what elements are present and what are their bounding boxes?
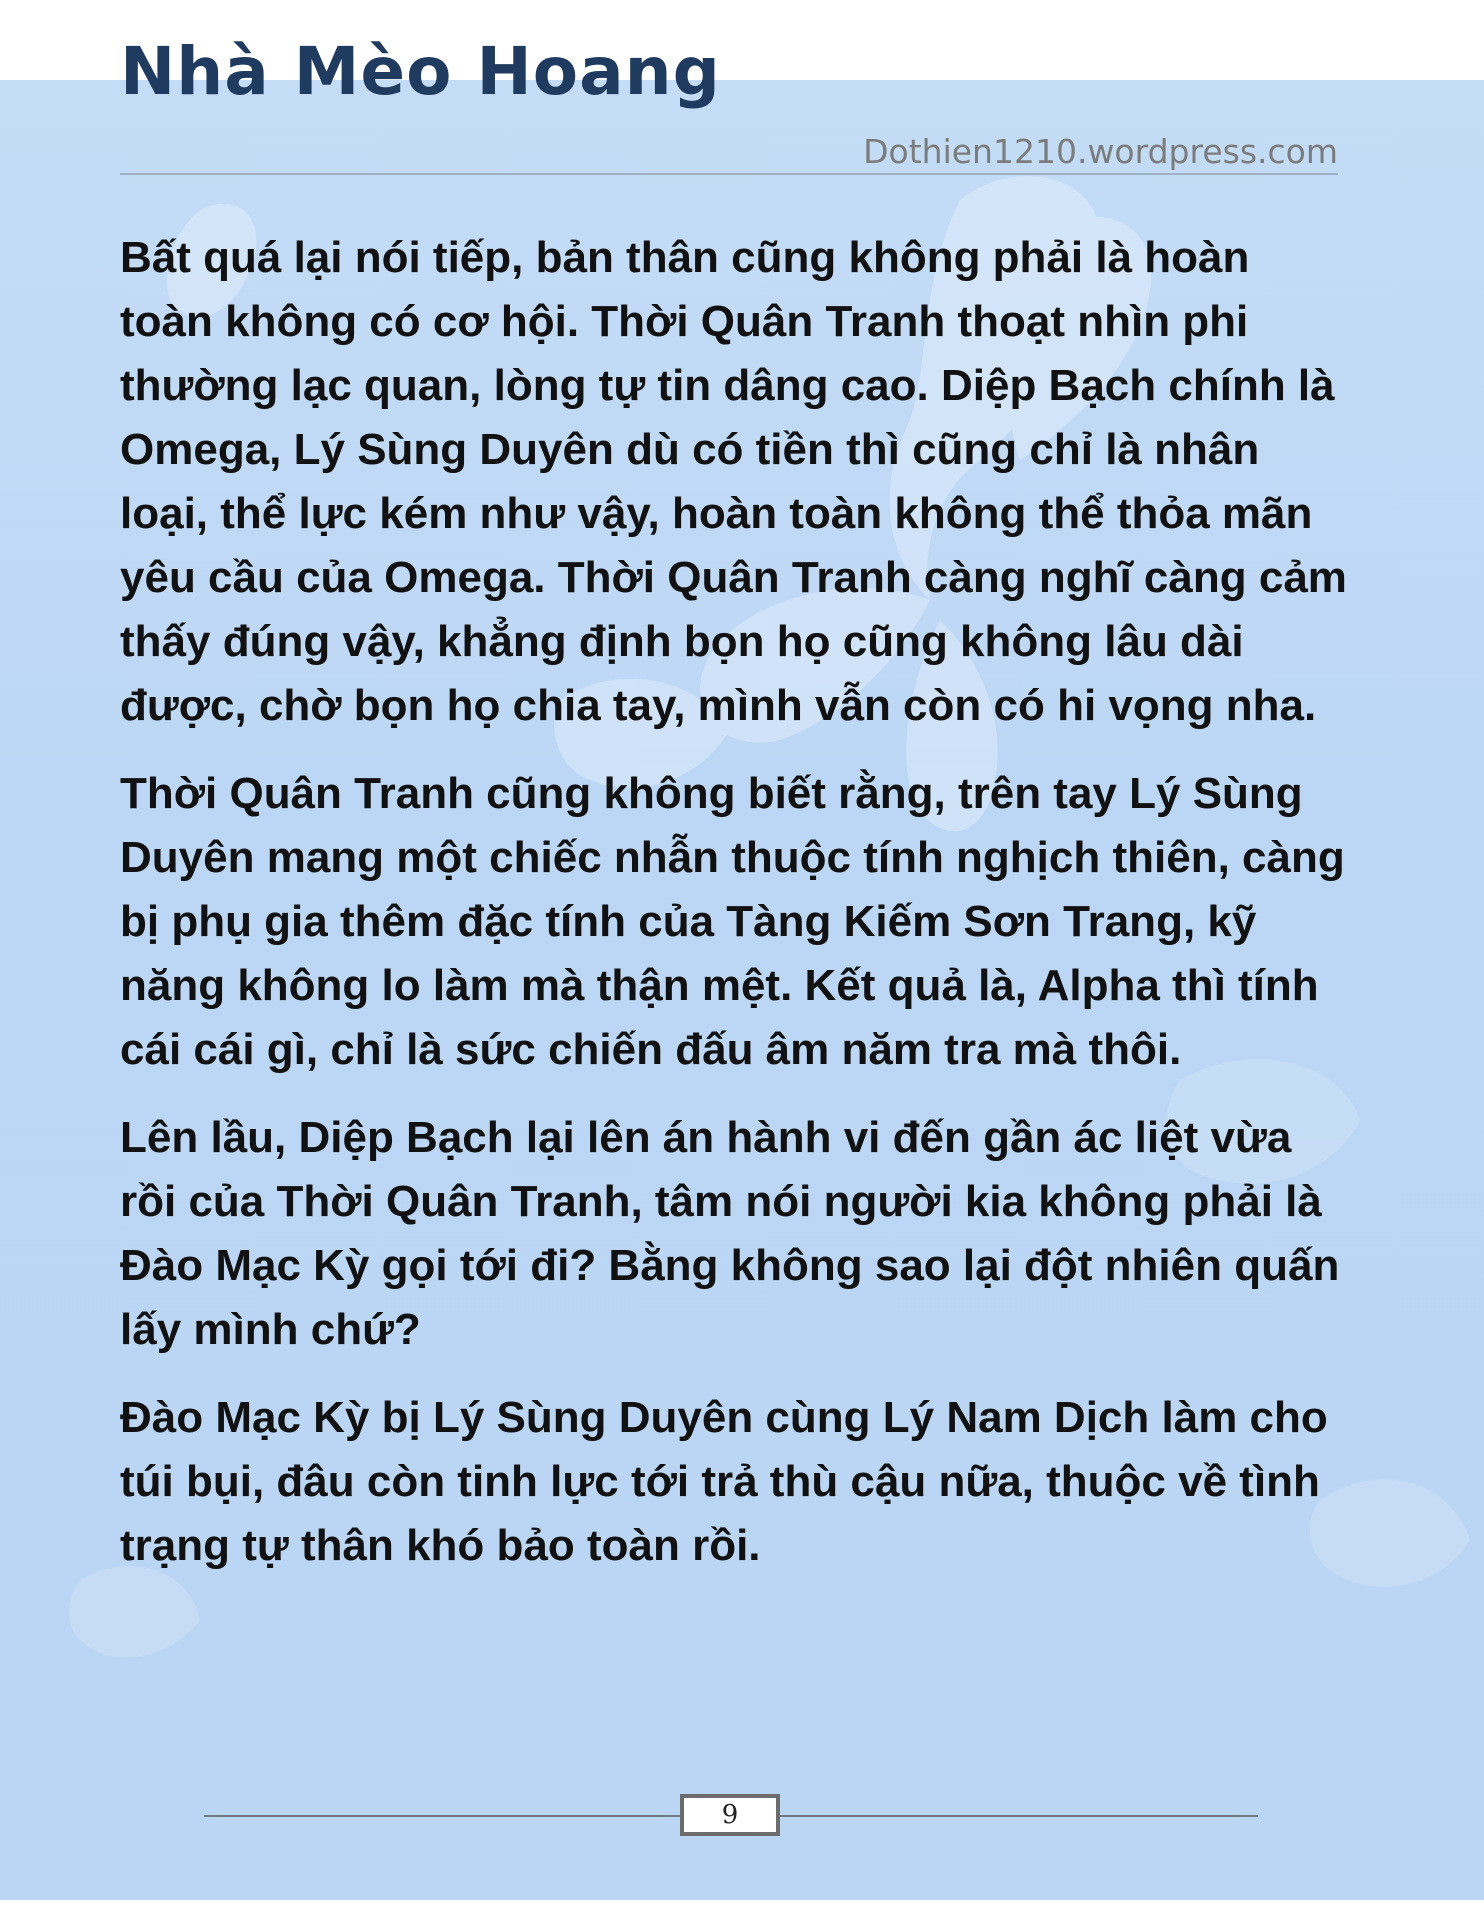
footer-divider-right [780,1815,1258,1817]
page-number: 9 [680,1794,780,1836]
chapter-text [120,226,1350,1602]
paragraph: Lên lầu, Diệp Bạch lại lên án hành vi đến gần ác liệt vừa rồi của Thời Quân Tranh, tâm nói người kia không phải là Đào Mạc Kỳ gọi tới đi? Bằng không sao lại đột nhiên quấn lấy mình chứ? [120,1113,1340,1354]
paragraph: Đào Mạc Kỳ bị Lý Sùng Duyên cùng Lý Nam Dịch làm cho túi bụi, đâu còn tinh lực tới trả thù cậu nữa, thuộc về tình trạng tự thân khó bảo toàn rồi. [120,1393,1328,1570]
book-title: Nhà Mèo Hoang [120,33,721,110]
site-url: Dothien1210.wordpress.com [863,132,1338,171]
paragraph: Bất quá lại nói tiếp, bản thân cũng không phải là hoàn toàn không có cơ hội. Thời Quân Tranh thoạt nhìn phi thường lạc quan, lòng tự tin dâng cao. Diệp Bạch chính là Omega, Lý Sùng Duyên dù có tiền thì cũng chỉ là nhân loại, thể lực kém như vậy, hoàn toàn không thể thỏa mãn yêu cầu của Omega. Thời Quân Tranh càng nghĩ càng cảm thấy đúng vậy, khẳng định bọn họ cũng không lâu dài được, chờ bọn họ chia tay, mình vẫn còn có hi vọng nha. [120,233,1347,730]
page-footer [204,1794,1258,1838]
header-divider [120,173,1338,175]
footer-divider-left [204,1815,680,1817]
paragraph: Thời Quân Tranh cũng không biết rằng, trên tay Lý Sùng Duyên mang một chiếc nhẫn thuộc tính nghịch thiên, càng bị phụ gia thêm đặc tính của Tàng Kiếm Sơn Trang, kỹ năng không lo làm mà thận mệt. Kết quả là, Alpha thì tính cái cái gì, chỉ là sức chiến đấu âm năm tra mà thôi. [120,769,1345,1074]
